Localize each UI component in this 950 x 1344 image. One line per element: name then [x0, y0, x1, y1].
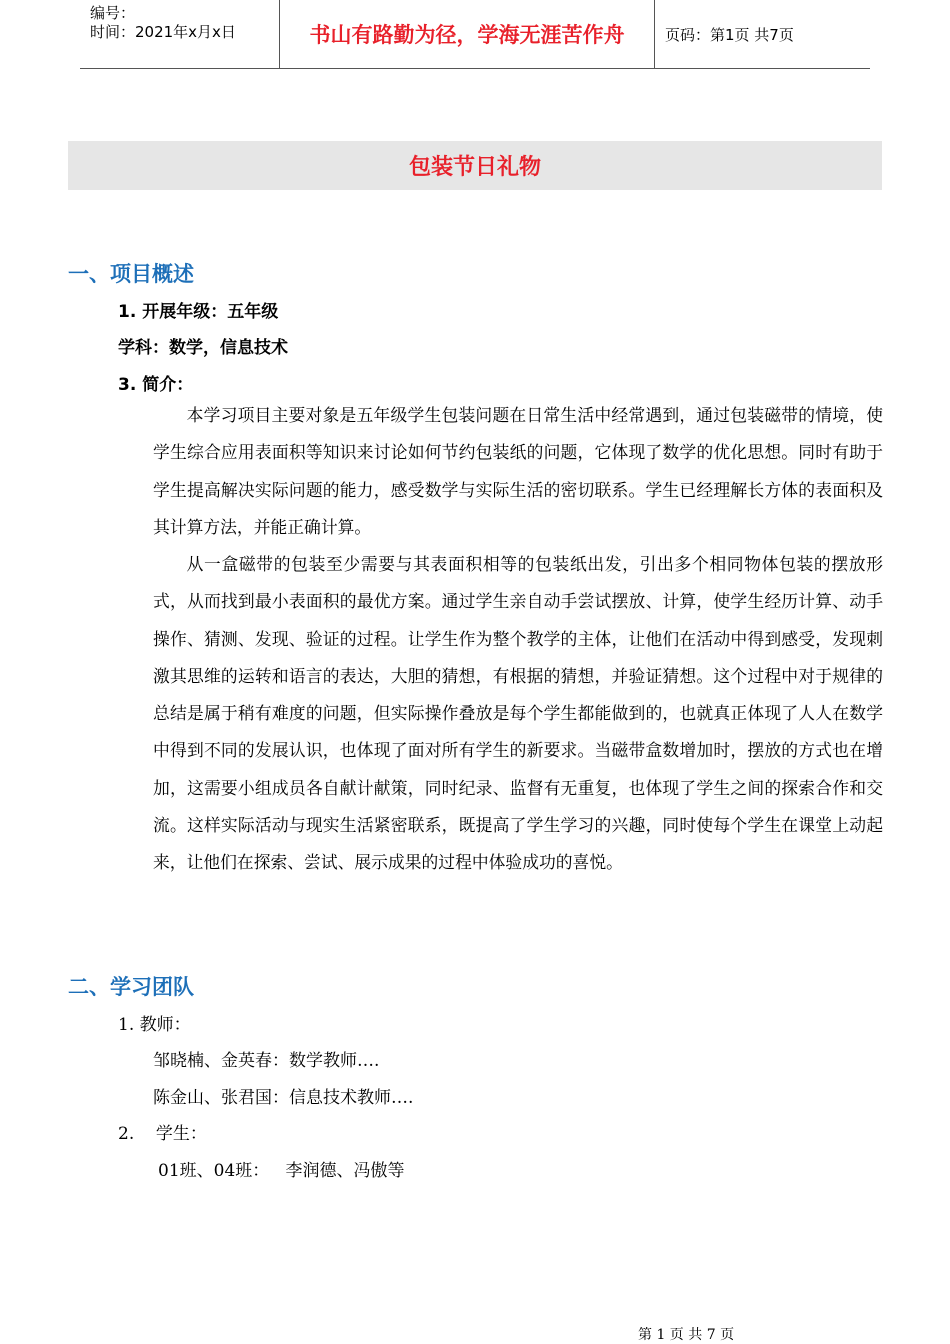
page-footer: 第 1 页 共 7 页	[638, 1327, 735, 1343]
title-banner	[68, 141, 882, 190]
intro-paragraph-1: 本学习项目主要对象是五年级学生包装问题在日常生活中经常遇到，通过包装磁带的情境，使学生综合应用表面积等知识来讨论如何节约包装纸的问题，它体现了数学的优化思想。同时有助于学生提高解决实际问题的能力，感受数学与实际生活的密切联系。学生已经理解长方体的表面积及其计算方法，并能正确计算。	[153, 405, 883, 537]
teacher-line-2: 陈金山、张君国：信息技术教师….	[153, 1088, 414, 1108]
intro-paragraph-2: 从一盒磁带的包装至少需要与其表面积相等的包装纸出发，引出多个相同物体包装的摆放形式，从而找到最小表面积的最优方案。通过学生亲自动手尝试摆放、计算，使学生经历计算、动手操作、猜测、发现、验证的过程。让学生作为整个教学的主体，让他们在活动中得到感受，发现刺激其思维的运转和语言的表达，大胆的猜想，有根据的猜想，并验证猜想。这个过程中对于规律的总结是属于稍有难度的问题，但实际操作叠放是每个学生都能做到的，也就真正体现了人人在数学中得到不同的发展认识，也体现了面对所有学生的新要求。当磁带盒数增加时，摆放的方式也在增加，这需要小组成员各自献计献策，同时纪录、监督有无重复，也体现了学生之间的探索合作和交流。这样实际活动与现实生活紧密联系，既提高了学生学习的兴趣，同时使每个学生在课堂上动起来，让他们在探索、尝试、展示成果的过程中体验成功的喜悦。	[153, 554, 883, 873]
grade-line: 1. 开展年级：五年级	[118, 302, 279, 322]
header-motto: 书山有路勤为径，学海无涯苦作舟	[280, 0, 655, 68]
time-label: 时间：2021年x月x日	[90, 23, 236, 41]
subject-line: 学科：数学，信息技术	[118, 338, 288, 358]
students-line: 01班、04班： 李润德、冯傲等	[158, 1161, 405, 1181]
header-meta	[80, 0, 280, 68]
page-header	[80, 0, 870, 69]
intro-label: 3. 简介：	[118, 375, 194, 395]
students-label: 2. 学生：	[118, 1124, 207, 1144]
header-page-label: 页码：第1页 共7页	[665, 25, 794, 44]
section-heading-team: 二、学习团队	[68, 975, 194, 999]
teacher-line-1: 邹晓楠、金英春：数学教师….	[153, 1051, 380, 1071]
document-title: 包装节日礼物	[408, 155, 541, 180]
section-heading-overview: 一、项目概述	[68, 262, 194, 286]
number-label: 编号：	[90, 4, 136, 22]
teachers-label: 1. 教师：	[118, 1015, 191, 1035]
